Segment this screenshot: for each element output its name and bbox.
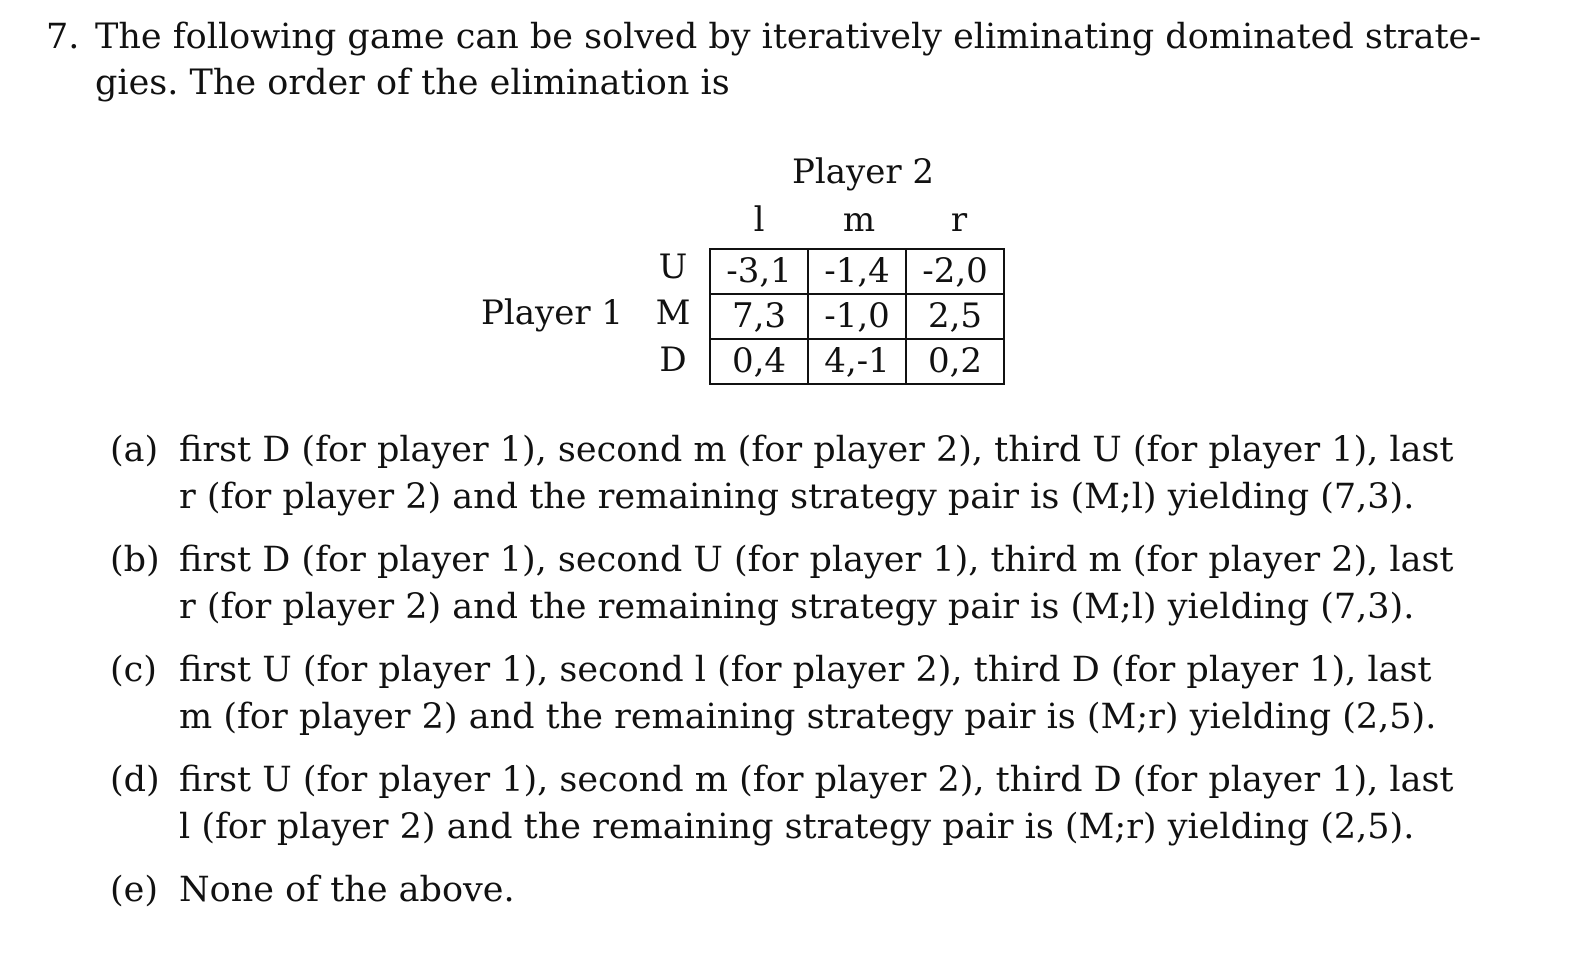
payoff-cell: 4,-1 [808,339,906,384]
payoff-cell: 2,5 [906,294,1004,339]
payoff-cell: -3,1 [710,249,808,294]
player-1-label: Player 1 [481,293,624,333]
option-d-label: (d) [110,760,160,800]
payoff-cell: 0,2 [906,339,1004,384]
question-text-line-1: The following game can be solved by iteratively eliminating dominated strate- [95,17,1482,57]
row-header-u: U [658,247,688,287]
question-text-line-2: gies. The order of the elimination is [95,63,730,103]
matrix-row-m [710,294,1004,339]
option-b-label: (b) [110,540,160,580]
column-header-m: m [842,200,876,240]
payoff-cell: 7,3 [710,294,808,339]
matrix-row-d [710,339,1004,384]
payoff-matrix [709,248,1005,385]
option-a-label: (a) [110,430,159,470]
question-number: 7. [46,17,80,57]
option-e-text-line-1: None of the above. [179,870,515,910]
option-c-label: (c) [110,650,157,690]
option-a-text-line-1: first D (for player 1), second m (for player 2), third U (for player 1), last [179,430,1454,470]
option-b-text-line-1: first D (for player 1), second U (for player 1), third m (for player 2), last [179,540,1454,580]
row-header-m: M [655,293,691,333]
payoff-cell: -1,4 [808,249,906,294]
column-header-l: l [753,200,765,240]
payoff-cell: 0,4 [710,339,808,384]
payoff-cell: -1,0 [808,294,906,339]
row-header-d: D [659,340,687,380]
player-2-label: Player 2 [792,152,935,192]
option-a-text-line-2: r (for player 2) and the remaining strategy pair is (M;l) yielding (7,3). [179,477,1415,517]
option-e-label: (e) [110,870,159,910]
matrix-row-u [710,249,1004,294]
column-header-r: r [950,200,968,240]
option-c-text-line-2: m (for player 2) and the remaining strategy pair is (M;r) yielding (2,5). [179,697,1437,737]
payoff-cell: -2,0 [906,249,1004,294]
option-b-text-line-2: r (for player 2) and the remaining strategy pair is (M;l) yielding (7,3). [179,587,1415,627]
option-d-text-line-1: first U (for player 1), second m (for player 2), third D (for player 1), last [179,760,1454,800]
option-c-text-line-1: first U (for player 1), second l (for player 2), third D (for player 1), last [179,650,1432,690]
option-d-text-line-2: l (for player 2) and the remaining strategy pair is (M;r) yielding (2,5). [179,807,1415,847]
